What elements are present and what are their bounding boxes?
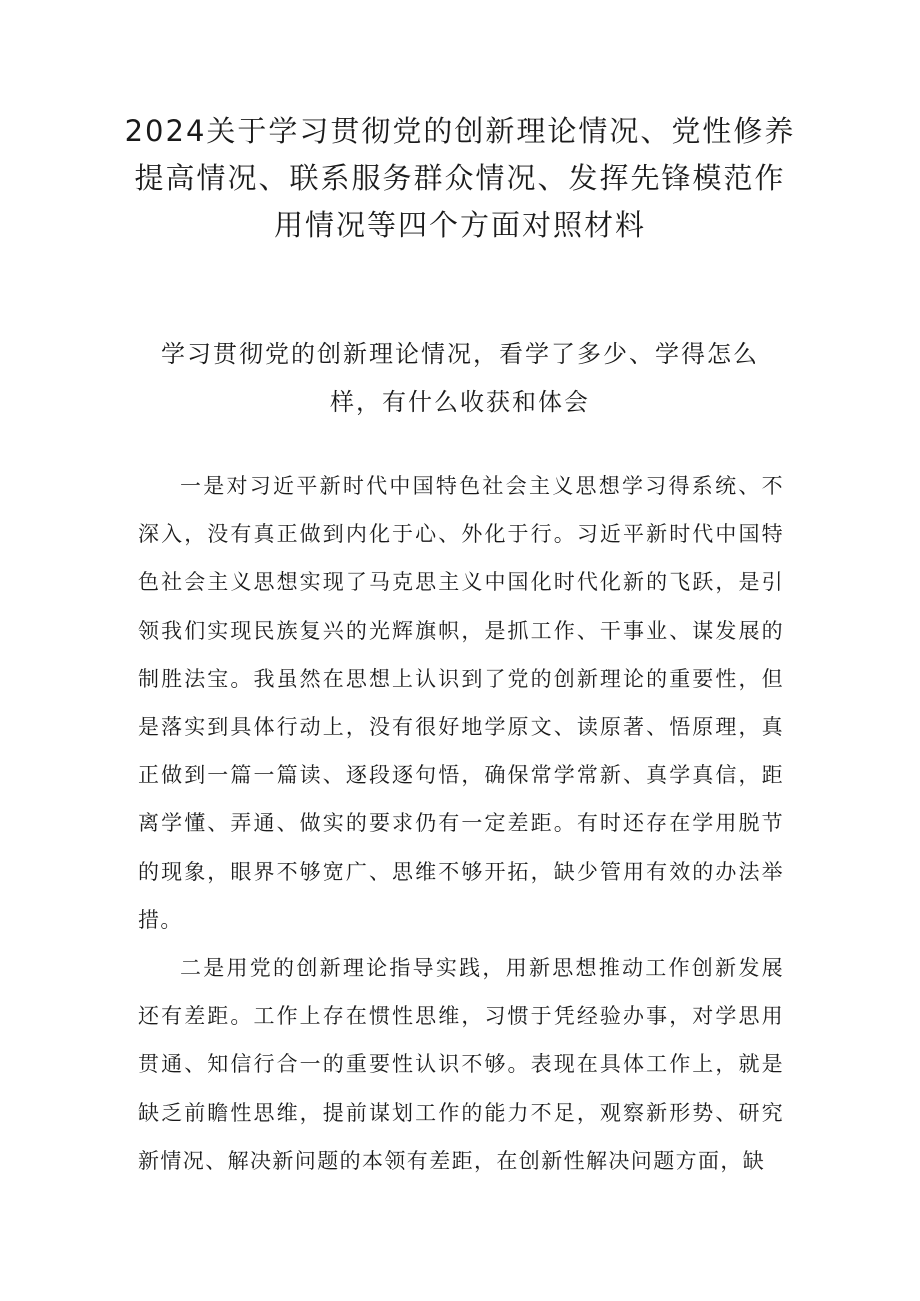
document-title: 2024关于学习贯彻党的创新理论情况、党性修养提高情况、联系服务群众情况、发挥先锋模范作用情况等四个方面对照材料 (124, 114, 796, 242)
body-paragraph: 二是用党的创新理论指导实践，用新思想推动工作创新发展还有差距。工作上存在惯性思维，习惯于凭经验办事，对学思用贯通、知信行合一的重要性认识不够。表现在具体工作上，就是缺乏前瞻性思维，提前谋划工作的能力不足，观察新形势、研究新情况、解决新问题的本领有差距，在创新性解决问题方面，缺 (138, 956, 784, 1173)
document-body (138, 462, 784, 1185)
body-paragraph: 一是对习近平新时代中国特色社会主义思想学习得系统、不深入，没有真正做到内化于心、外化于行。习近平新时代中国特色社会主义思想实现了马克思主义中国化时代化新的飞跃，是引领我们实现民族复兴的光辉旗帜，是抓工作、干事业、谋发展的制胜法宝。我虽然在思想上认识到了党的创新理论的重要性，但是落实到具体行动上，没有很好地学原文、读原著、悟原理，真正做到一篇一篇读、逐段逐句悟，确保常学常新、真学真信，距离学懂、弄通、做实的要求仍有一定差距。有时还存在学用脱节的现象，眼界不够宽广、思维不够开拓，缺少管用有效的办法举措。 (138, 474, 784, 932)
section-heading: 学习贯彻党的创新理论情况，看学了多少、学得怎么样，有什么收获和体会 (161, 340, 759, 416)
